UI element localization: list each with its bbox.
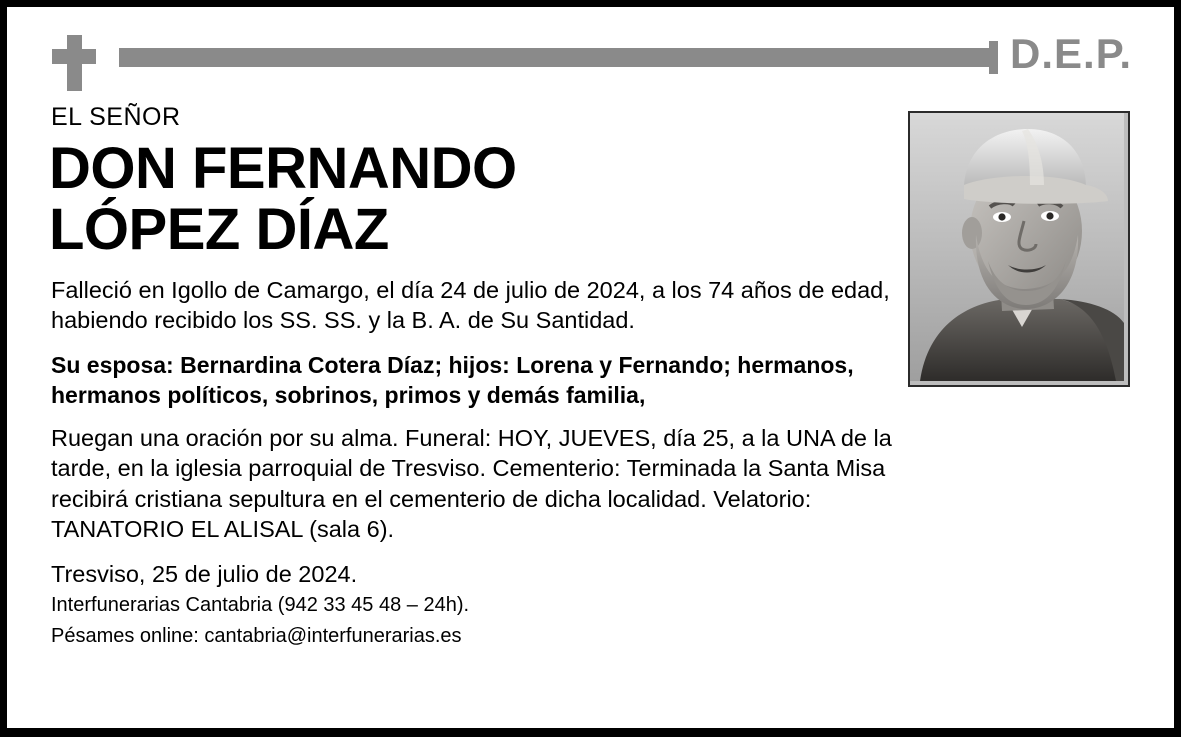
notice-text-column (47, 103, 902, 650)
dep-label: D.E.P. (1010, 30, 1132, 77)
deceased-name-line-1: DON FERNANDO (49, 136, 517, 201)
header-rule-end-cap (989, 41, 998, 74)
notice-header (47, 25, 1134, 99)
notice-content (47, 103, 1134, 650)
header-rule (119, 48, 997, 67)
cross-horizontal-bar (52, 49, 96, 64)
family-paragraph: Su esposa: Bernardina Cotera Díaz; hijos: Lorena y Fernando; hermanos, hermanos políticos, sobrinos, primos y demás familia, (51, 352, 854, 409)
death-info-paragraph: Falleció en Igollo de Camargo, el día 24 de julio de 2024, a los 74 años de edad, habiendo recibido los SS. SS. y la B. A. de Su Santidad. (51, 276, 890, 334)
eyebrow-label: EL SEÑOR (51, 103, 181, 131)
funeral-home-line: Interfunerarias Cantabria (942 33 45 48 – 24h). (51, 593, 470, 616)
portrait-illustration (910, 113, 1124, 381)
place-date-line: Tresviso, 25 de julio de 2024. (51, 560, 358, 587)
portrait-photo (908, 111, 1130, 387)
deceased-name-line-2: LÓPEZ DÍAZ (49, 197, 389, 263)
notice-inner (7, 7, 1174, 728)
latin-cross-icon (52, 35, 96, 91)
condolences-line: Pésames online: cantabria@interfunerarias.es (51, 624, 462, 647)
deceased-name (49, 138, 902, 261)
services-paragraph: Ruegan una oración por su alma. Funeral: HOY, JUEVES, día 25, a la UNA de la tarde, en la iglesia parroquial de Tresviso. Cementerio: Terminada la Santa Misa recibirá cristiana sepultura en el cementerio de dicha localidad. Velatorio: TANATORIO EL ALISAL (sala 6). (51, 424, 892, 543)
